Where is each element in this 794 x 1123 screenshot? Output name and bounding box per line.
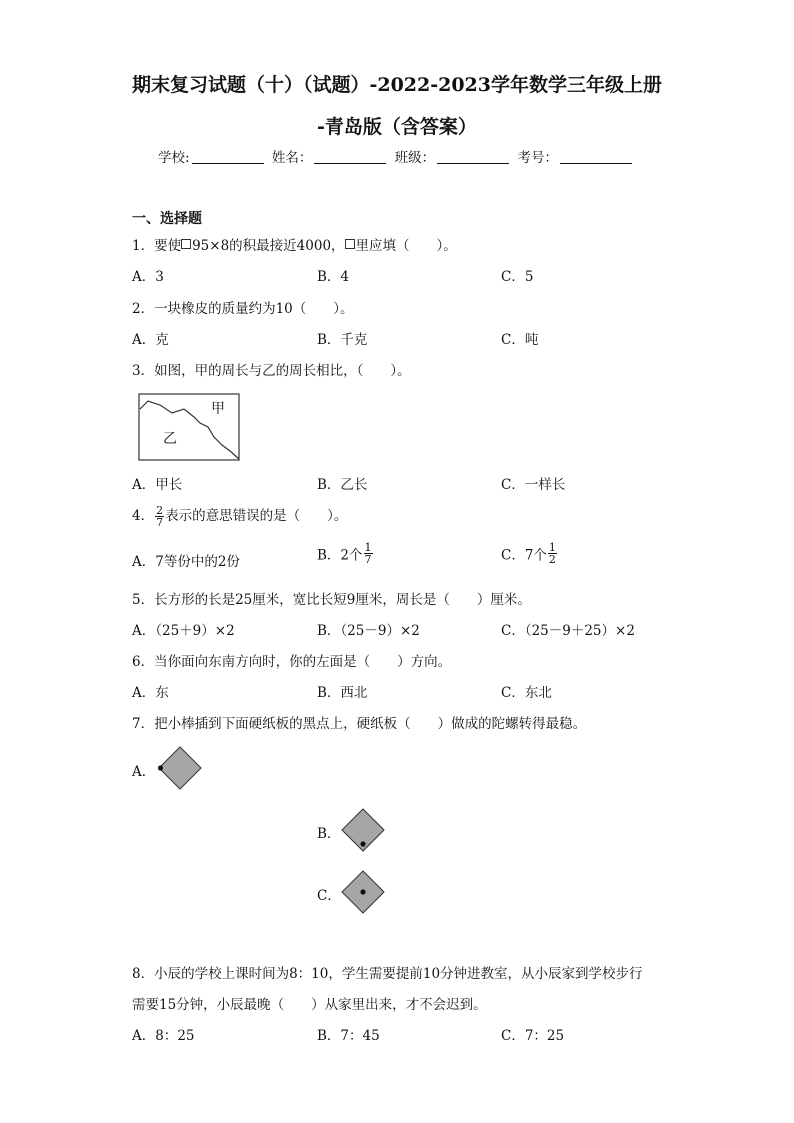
page-title-line2: -青岛版（含答案）	[317, 116, 477, 138]
question-1-stem	[132, 234, 457, 254]
q2-option-a[interactable]: A．克	[132, 332, 169, 348]
q4-option-c-text: C．7个	[501, 547, 547, 564]
q7-diamond-a	[158, 746, 202, 790]
question-8-stem-line1: 8．小辰的学校上课时间为8：10，学生需要提前10分钟进教室，从小辰家到学校步行	[132, 966, 643, 982]
name-blank[interactable]	[314, 149, 386, 164]
page-title-line1: 期末复习试题（十）（试题）-2022-2023学年数学三年级上册	[131, 74, 663, 96]
q7-option-b[interactable]: B．	[317, 826, 341, 842]
q4-stem-pre: 4．	[132, 508, 155, 524]
frac-numerator: 2	[156, 504, 164, 517]
class-label: 班级：	[394, 150, 436, 166]
frac-denominator: 7	[364, 553, 372, 566]
q1-option-b[interactable]: B．4	[317, 269, 350, 285]
blank-box-icon	[345, 239, 355, 249]
student-info-row	[0, 146, 794, 166]
q4-option-c[interactable]	[501, 542, 558, 565]
q4-option-b-text: B．2个	[317, 547, 363, 564]
q3-option-b[interactable]: B．乙长	[317, 477, 368, 493]
figure-label-jia: 甲	[211, 401, 225, 417]
q1-option-a[interactable]: A．3	[132, 269, 164, 285]
school-label: 学校:	[158, 150, 190, 166]
fraction-2-7	[155, 505, 164, 528]
q7-diamond-b	[341, 808, 385, 852]
fraction-1-2	[548, 542, 557, 565]
q3-option-c[interactable]: C．一样长	[501, 477, 566, 493]
question-4-stem	[132, 504, 347, 528]
q3-option-a[interactable]: A．甲长	[132, 477, 183, 493]
question-6-stem: 6．当你面向东南方向时，你的左面是（ ）方向。	[132, 654, 452, 670]
q4-option-b[interactable]	[317, 542, 374, 565]
q5-option-c[interactable]: C．（25－9＋25）×2	[501, 623, 635, 639]
q1-stem-end: 里应填（ ）。	[355, 238, 457, 254]
q6-option-b[interactable]: B．西北	[317, 685, 368, 701]
exam-number-label: 考号：	[517, 150, 558, 166]
q8-option-b[interactable]: B．7：45	[317, 1028, 380, 1044]
name-label: 姓名：	[271, 150, 313, 166]
q4-stem-post: 表示的意思错误的是（ ）。	[165, 508, 348, 524]
class-blank[interactable]	[437, 149, 509, 164]
question-8-stem-line2: 需要15分钟，小辰最晚（ ）从家里出来，才不会迟到。	[132, 997, 487, 1013]
exam-number-blank[interactable]	[560, 149, 632, 164]
question-7-stem: 7．把小棒插到下面硬纸板的黑点上，硬纸板（ ）做成的陀螺转得最稳。	[132, 716, 587, 732]
q6-option-c[interactable]: C．东北	[501, 685, 552, 701]
question-2-stem: 2．一块橡皮的质量约为10（ ）。	[132, 301, 354, 317]
q4-option-a[interactable]: A．7等份中的2份	[132, 554, 240, 570]
frac-denominator: 7	[156, 516, 164, 529]
dot-icon	[360, 841, 365, 846]
q2-option-c[interactable]: C．吨	[501, 332, 539, 348]
fraction-1-7	[364, 542, 373, 565]
question-3-stem: 3．如图，甲的周长与乙的周长相比，（ ）。	[132, 363, 411, 379]
dot-icon	[360, 889, 365, 894]
q7-option-c[interactable]: C．	[317, 888, 341, 904]
q7-diamond-c	[341, 870, 385, 914]
question-5-stem: 5．长方形的长是25厘米，宽比长短9厘米，周长是（ ）厘米。	[132, 592, 531, 608]
school-blank[interactable]	[192, 149, 264, 164]
q8-option-a[interactable]: A．8：25	[132, 1028, 195, 1044]
q7-option-a[interactable]: A．	[132, 764, 156, 780]
dot-icon	[158, 765, 163, 770]
q1-stem-pre: 1．要使	[132, 238, 182, 254]
frac-denominator: 2	[548, 553, 556, 566]
section-title: 一、选择题	[132, 211, 202, 227]
q2-option-b[interactable]: B．千克	[317, 332, 368, 348]
frac-numerator: 1	[548, 541, 556, 554]
frac-numerator: 1	[364, 541, 372, 554]
q1-option-c[interactable]: C．5	[501, 269, 534, 285]
q5-option-a[interactable]: A．（25＋9）×2	[132, 623, 235, 639]
q8-option-c[interactable]: C．7：25	[501, 1028, 565, 1044]
q5-option-b[interactable]: B．（25－9）×2	[317, 623, 420, 639]
figure-label-yi: 乙	[163, 431, 177, 447]
blank-box-icon	[181, 239, 191, 249]
q6-option-a[interactable]: A．东	[132, 685, 169, 701]
q1-stem-post: 95×8的积最接近4000，	[192, 238, 345, 254]
